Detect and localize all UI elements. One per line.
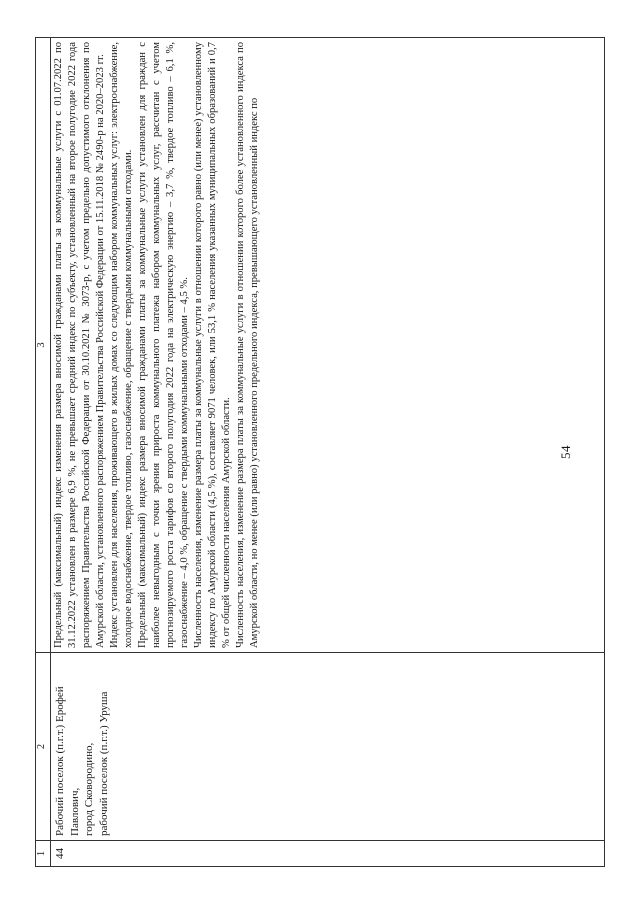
description-cell bbox=[51, 38, 605, 653]
description-paragraph: Предельный (максимальный) индекс размера вносимой гражданами платы за коммунальные услуги установлен для граждан с наиболее невыгодным с точки зрения прироста коммунального платежа набором коммунальных услуг, рассчитан с учетом прогнозируемого роста тарифов со второго полугодия 2022 года на электрическую энергию – 3,7 %, твердое топливо – 6,1 %, газоснабжение – 4,0 %, обращение с твердыми коммунальными отходами – 4,5 %. bbox=[136, 42, 190, 648]
description-paragraph: Численность населения, изменение размера платы за коммунальные услуги в отношении которого более установленного индекса по Амурской области, но менее (или равно) установленного предельного индекса, превышающего установленный индекс по bbox=[234, 42, 260, 648]
header-col-3: 3 bbox=[36, 38, 51, 653]
municipality-name: Рабочий поселок (п.г.т.) Ерофей Павлович, bbox=[54, 686, 81, 836]
page-number: 54 bbox=[558, 445, 573, 459]
indices-table bbox=[35, 37, 605, 867]
description-paragraph: Численность населения, изменение размера платы за коммунальные услуги в отношении которого равно (или менее) установленному индексу по Амурской области (4,5 %), составляет 9071 человек, или 53,1 % населения указанных муниципальных образований и 0,7 % от общей численности населения Амурской области. bbox=[192, 42, 232, 648]
row-number: 44 bbox=[51, 841, 605, 867]
description-paragraph: Индекс установлен для населения, проживающего в жилых домах со следующим набором коммунальных услуг: электроснабжение, холодное водоснабжение, твердое топливо, газоснабжение, обращение с твердыми коммунальными отходами. bbox=[108, 42, 134, 648]
table-row bbox=[51, 38, 605, 867]
municipality-cell bbox=[51, 653, 605, 841]
rotated-table-sheet bbox=[35, 37, 605, 867]
header-col-2: 2 bbox=[36, 653, 51, 841]
municipality-name: рабочий поселок (п.г.т.) Уруша bbox=[98, 691, 111, 836]
header-col-1: 1 bbox=[36, 841, 51, 867]
municipality-name: город Сковородино, bbox=[83, 742, 96, 836]
description-paragraph: Предельный (максимальный) индекс изменения размера вносимой гражданами платы за коммунальные услуги с 01.07.2022 по 31.12.2022 установлен в размере 6,9 %, не превышает средний индекс по субъекту, установленный на второе полугодие 2022 года распоряжением Правительства Российской Федерации от 30.10.2021 № 3073-р, с учетом предельно допустимого отклонения по Амурской области, установленного распоряжением Правительства Российской Федерации от 15.11.2018 № 2490-р на 2020–2023 гг. bbox=[53, 42, 106, 648]
table-header-row bbox=[36, 38, 51, 867]
